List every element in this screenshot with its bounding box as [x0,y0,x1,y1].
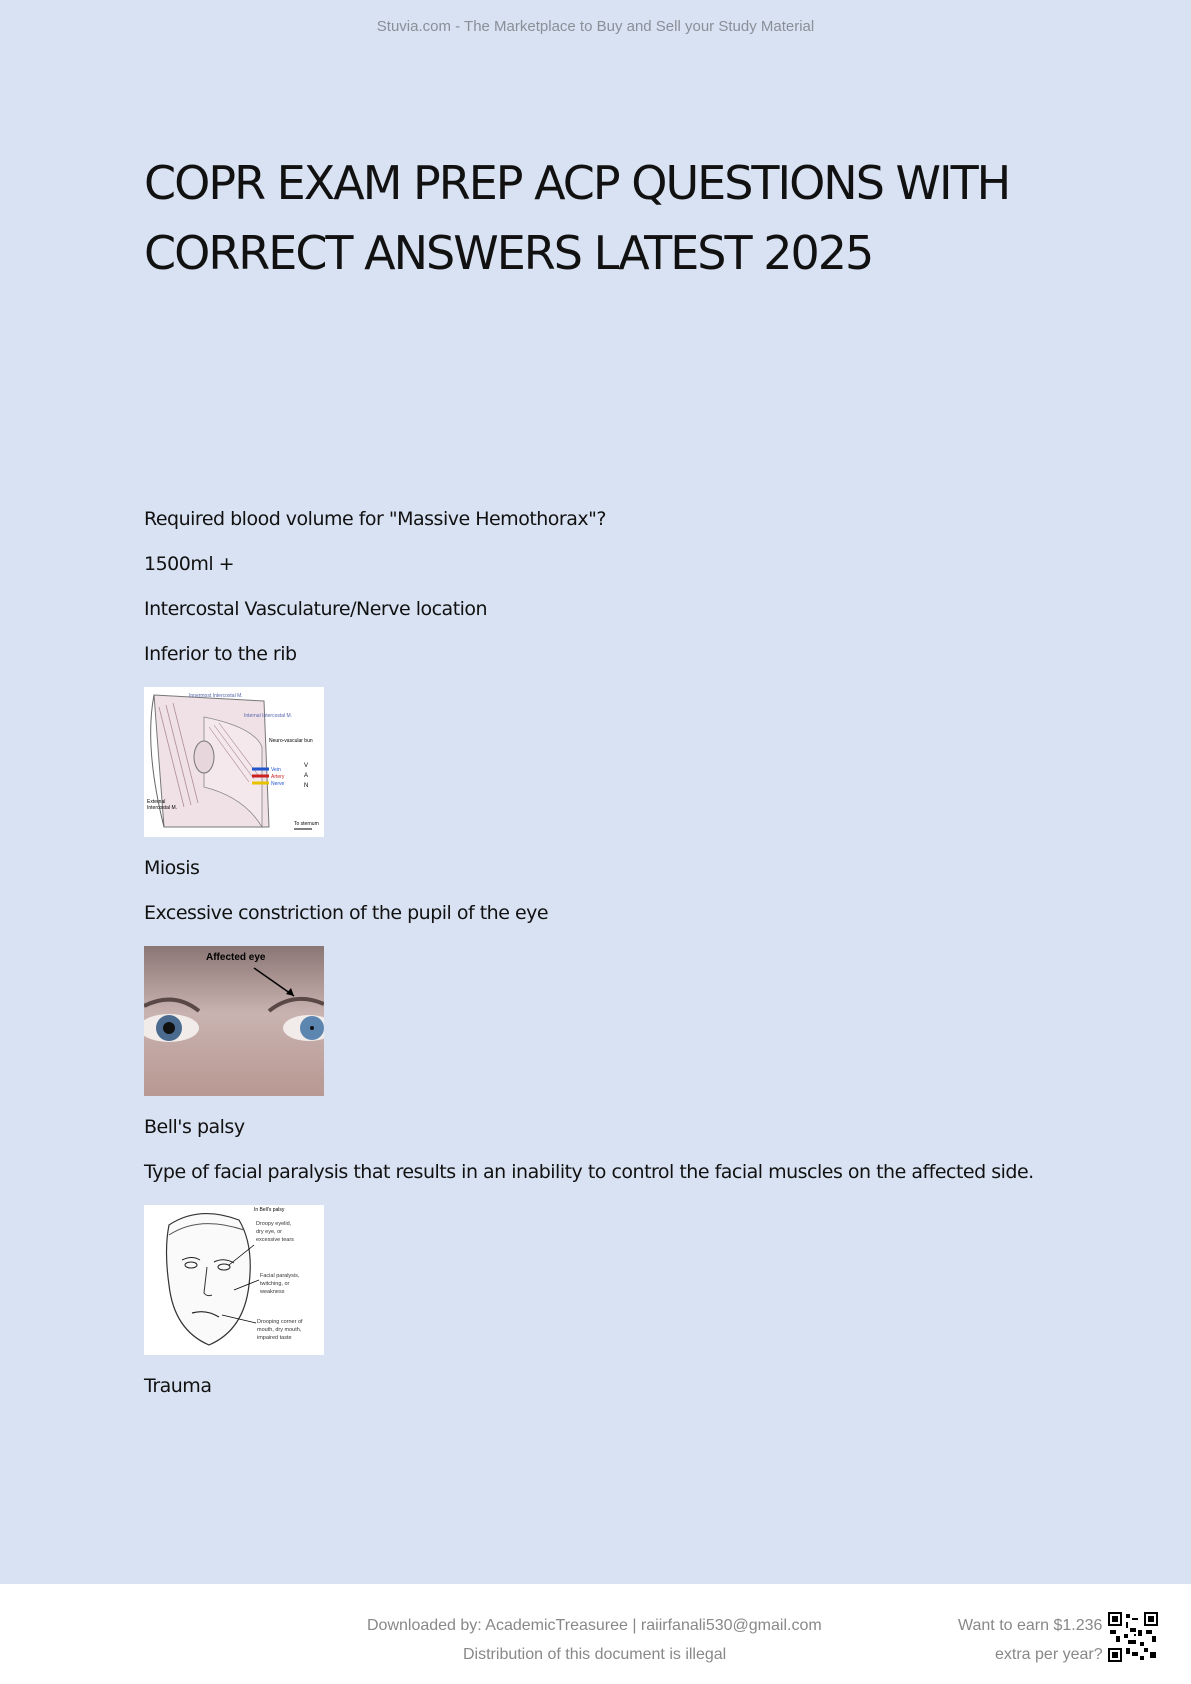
download-footer [0,1584,1191,1684]
intercostal-label: To sternum [294,821,319,827]
bells-label: impaired taste [257,1335,292,1341]
site-note: Stuvia.com - The Marketplace to Buy and Sell your Study Material [376,18,815,35]
earn-promo-line-1[interactable]: Want to earn $1.236 [958,1617,1103,1634]
downloaded-by-text: Downloaded by: AcademicTreasuree | raiirfanali530@gmail.com [367,1617,822,1634]
intercostal-label: A [304,773,309,779]
title-line-2: CORRECT ANSWERS LATEST 2025 [144,226,873,280]
intercostal-label: External [147,799,166,805]
term-trauma: Trauma [144,1375,212,1397]
earn-promo-line-2[interactable]: extra per year? [995,1646,1103,1663]
definition-miosis: Excessive constriction of the pupil of the eye [144,902,549,924]
answer-massive-hemothorax: 1500ml + [144,553,235,575]
bells-label: Drooping corner of [257,1319,303,1325]
miosis-eye-image [144,946,324,1096]
question-massive-hemothorax: Required blood volume for "Massive Hemothorax"? [144,508,606,530]
bells-label: In Bell's palsy [254,1207,285,1213]
bells-palsy-image [144,1205,324,1355]
intercostal-label: Nerve [271,781,285,787]
intercostal-label: V [304,763,309,769]
intercostal-label: Internal Intercostal M. [244,713,293,719]
bells-label: dry eye, or [256,1229,282,1235]
affected-eye-label: Affected eye [206,952,266,963]
intercostal-label: N [304,783,309,789]
answer-intercostal-location: Inferior to the rib [144,643,297,665]
intercostal-label: Artery [271,774,285,780]
intercostal-label: Neuro-vascular bun [269,738,313,744]
intercostal-label: Intercostal M. [147,805,178,811]
bells-label: weakness [260,1289,285,1295]
question-intercostal-location: Intercostal Vasculature/Nerve location [144,598,488,620]
bells-label: Facial paralysis, [260,1273,300,1279]
intercostal-label: Innermost Intercostal M. [189,693,243,699]
term-miosis: Miosis [144,857,200,879]
title-line-1: COPR EXAM PREP ACP QUESTIONS WITH [144,156,1010,210]
intercostal-diagram-image [144,687,324,837]
distribution-notice: Distribution of this document is illegal [463,1646,727,1663]
bells-label: twitching, or [260,1281,290,1287]
term-bells-palsy: Bell's palsy [144,1116,245,1138]
bells-label: excessive tears [256,1237,294,1243]
bells-label: mouth, dry mouth, [257,1327,302,1333]
document-title [144,148,1044,288]
definition-bells-palsy: Type of facial paralysis that results in an inability to control the facial muscles on the affected side. [144,1161,1034,1183]
intercostal-label: Vein [271,767,281,773]
qr-code-icon[interactable] [1108,1612,1158,1662]
bells-label: Droopy eyelid, [256,1221,292,1227]
